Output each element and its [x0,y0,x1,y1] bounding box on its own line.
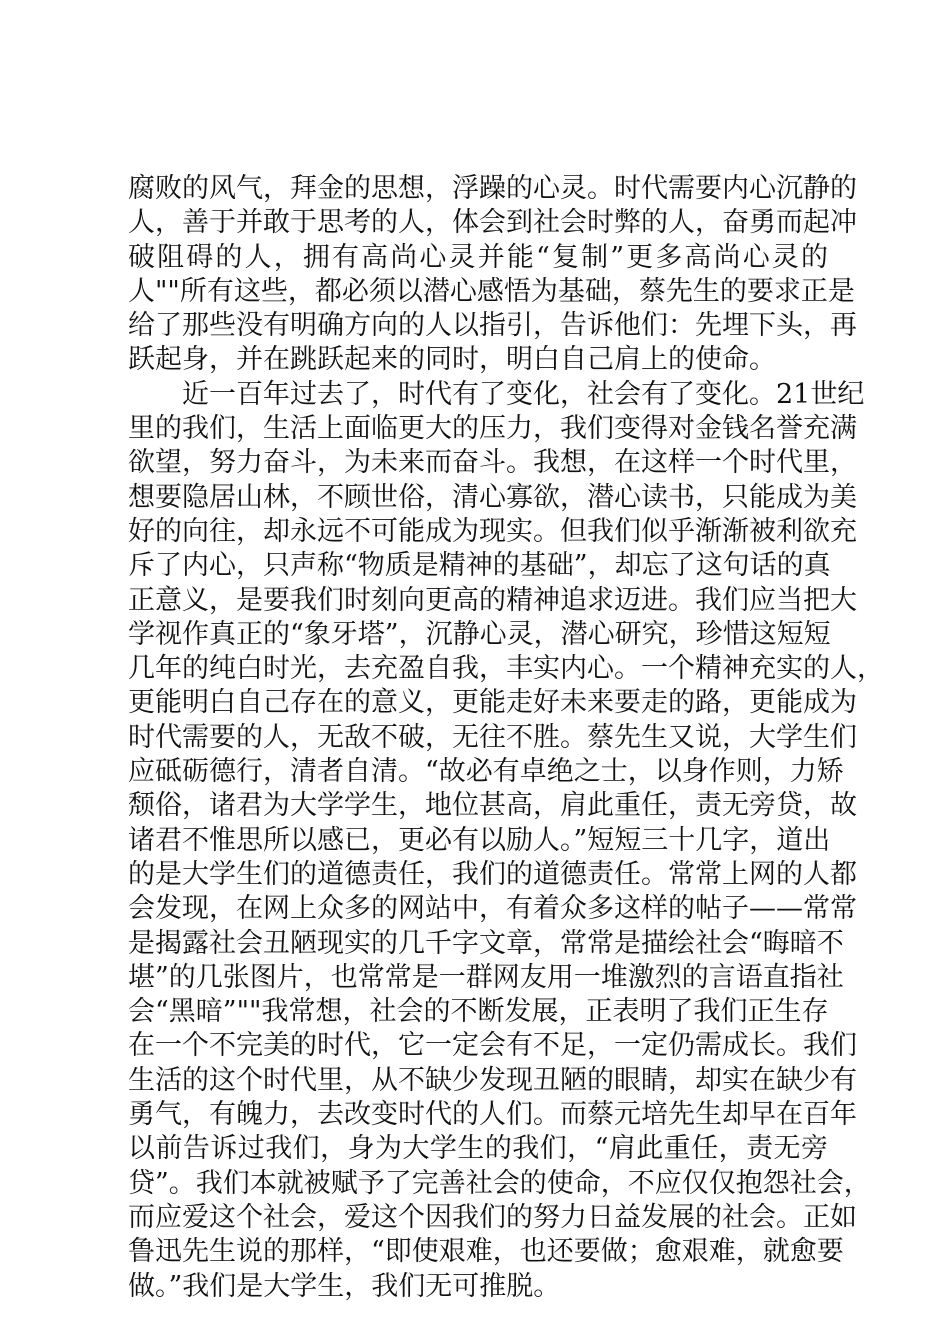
text-line: 人，善于并敢于思考的人，体会到社会时弊的人，奋勇而起冲 [128,207,857,239]
text-line: 腐败的风气，拜金的思想，浮躁的心灵。时代需要内心沉静的 [128,173,857,204]
text-line: 更能明白自己存在的意义，更能走好未来要走的路，更能成为 [128,687,857,719]
text-line: 堪”的几张图片，也常常是一群网友用一堆激烈的言语直指社 [128,961,844,993]
text-line: 欲望，努力奋斗，为未来而奋斗。我想，在这样一个时代里， [128,447,857,479]
text-line: 勇气，有魄力，去改变时代的人们。而蔡元培先生却早在百年 [128,1099,857,1131]
text-line: 是揭露社会丑陋现实的几千字文章，常常是描绘社会“晦暗不 [128,927,844,959]
text-line: 颓俗，诸君为大学学生，地位甚高，肩此重任，责无旁贷，故 [128,790,857,822]
text-line: 会“黑暗”""我常想，社会的不断发展，正表明了我们正生存 [128,996,829,1028]
text-line: 生活的这个时代里，从不缺少发现丑陋的眼睛，却实在缺少有 [128,1064,857,1096]
text-line: 在一个不完美的时代，它一定会有不足，一定仍需成长。我们 [128,1030,857,1062]
text-line: 想要隐居山林，不顾世俗，清心寡欲，潜心读书，只能成为美 [128,481,857,513]
text-line: 几年的纯白时光，去充盈自我，丰实内心。一个精神充实的人， [128,653,884,685]
text-line: 正意义，是要我们时刻向更高的精神追求迈进。我们应当把大 [128,584,857,616]
text-line: 诸君不惟思所以感已，更必有以励人。”短短三十几字，道出 [128,824,831,856]
text-line: 学视作真正的“象牙塔”，沉静心灵，潜心研究，珍惜这短短 [128,618,831,650]
text-line: 里的我们，生活上面临更大的压力，我们变得对金钱名誉充满 [128,413,857,445]
text-line: 好的向往，却永远不可能成为现实。但我们似乎渐渐被利欲充 [128,515,857,547]
body-text [128,172,884,1304]
text-line: 会发现，在网上众多的网站中，有着众多这样的帖子——常常 [128,893,857,925]
text-line: 给了那些没有明确方向的人以指引，告诉他们：先埋下头，再 [128,310,857,342]
text-line: 时代需要的人，无敌不破，无往不胜。蔡先生又说，大学生们 [128,721,857,753]
text-line: 以前告诉过我们，身为大学生的我们，“肩此重任，责无旁 [128,1133,828,1165]
text-line: 人""所有这些，都必须以潜心感悟为基础，蔡先生的要求正是 [128,275,855,307]
text-line: 斥了内心，只声称“物质是精神的基础”，却忘了这句话的真 [128,550,831,582]
text-line: 破阻碍的人，拥有高尚心灵并能“复制”更多高尚心灵的 [128,241,828,273]
paragraph-start-line: 近一百年过去了，时代有了变化，社会有了变化。21世纪 [182,378,865,410]
text-line: 鲁迅先生说的那样，“即使艰难，也还要做；愈艰难，就愈要 [128,1236,844,1268]
text-line: 而应爱这个社会，爱这个因我们的努力日益发展的社会。正如 [128,1201,857,1233]
paragraph-end-line: 做。”我们是大学生，我们无可推脱。 [128,1270,561,1302]
text-line: 的是大学生们的道德责任，我们的道德责任。常常上网的人都 [128,858,857,890]
paragraph-end-line: 跃起身，并在跳跃起来的同时，明白自己肩上的使命。 [128,344,776,376]
text-line: 贷”。我们本就被赋予了完善社会的使命，不应仅仅抱怨社会， [128,1167,871,1199]
text-line: 应砥砺德行，清者自清。“故必有卓绝之士，以身作则，力矫 [128,756,844,788]
